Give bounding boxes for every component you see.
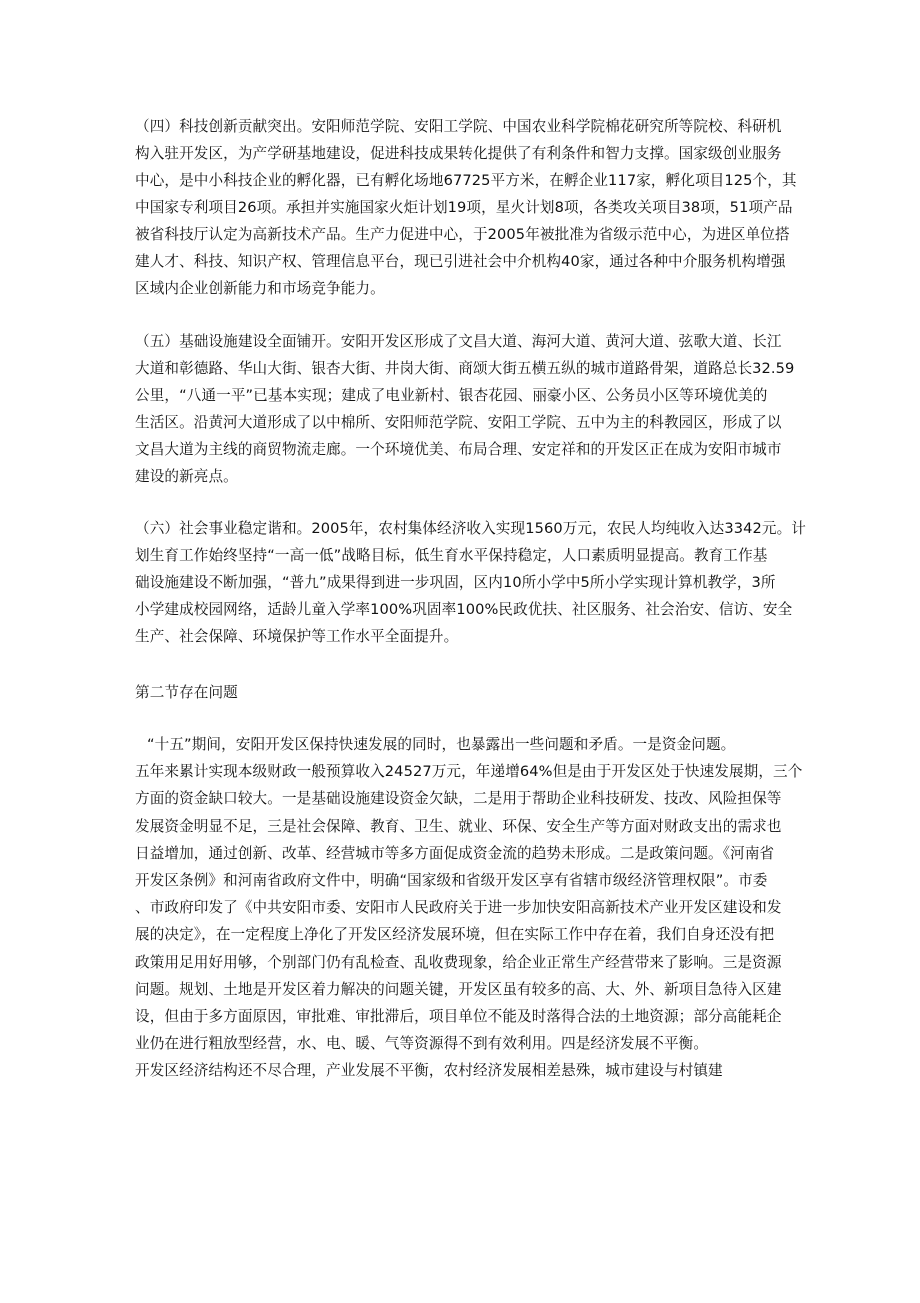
text-line: 构入驻开发区，为产学研基地建设，促进科技成果转化提供了有利条件和智力支撑。国家级创业服务 [135, 145, 782, 162]
text-line: 五年来累计实现本级财政一般预算收入24527万元，年递增64%但是由于开发区处于快速发展期，三个 [135, 763, 803, 781]
text-line: 生产、社会保障、环境保护等工作水平全面提升。 [135, 628, 459, 645]
text-line: 划生育工作始终坚持“一高一低”战略目标，低生育水平保持稳定，人口素质明显提高。教育工作基 [135, 547, 768, 564]
text-line: 展的决定》，在一定程度上净化了开发区经济发展环境，但在实际工作中存在着，我们自身还没有把 [135, 926, 775, 944]
text-line: 中心，是中小科技企业的孵化器，已有孵化场地67725平方米，在孵企业117家，孵化项目125个，其 [135, 172, 797, 189]
paragraph-infrastructure [135, 328, 795, 490]
text-line: 设，但由于多方面原因，审批难、审批滞后，项目单位不能及时落得合法的土地资源；部分高能耗企 [135, 1008, 782, 1026]
text-line: 大道和彰德路、华山大街、银杏大街、井岗大街、商颂大街五横五纵的城市道路骨架，道路总长32.59 [135, 360, 795, 377]
text-line: 问题。规划、土地是开发区着力解决的问题关键，开发区虽有较多的高、大、外、新项目急待入区建 [135, 980, 782, 998]
text-line: 文昌大道为主线的商贸物流走廊。一个环境优美、布局合理、安定祥和的开发区正在成为安阳市城市 [135, 441, 782, 458]
section-title: 第二节存在问题 [135, 684, 238, 701]
text-line: 、市政府印发了《中共安阳市委、安阳市人民政府关于进一步加快安阳高新技术产业开发区建设和发 [135, 899, 782, 917]
text-line: 开发区条例》和河南省政府文件中，明确“国家级和省级开发区享有省辖市级经济管理权限”。市委 [135, 872, 768, 890]
text-line: 政策用足用好用够，个别部门仍有乱检查、乱收费现象，给企业正常生产经营带来了影响。三是资源 [135, 953, 782, 971]
text-line: 被省科技厅认定为高新技术产品。生产力促进中心，于2005年被批准为省级示范中心，为进区单位搭 [135, 226, 790, 243]
paragraph-science-innovation [135, 113, 797, 302]
section-heading [135, 679, 785, 706]
text-line: （四）科技创新贡献突出。安阳师范学院、安阳工学院、中国农业科学院棉花研究所等院校、科研机 [135, 118, 782, 135]
text-line: 方面的资金缺口较大。一是基础设施建设资金欠缺，二是用于帮助企业科技研发、技改、风险担保等 [135, 790, 782, 808]
text-line: 日益增加，通过创新、改革、经营城市等多方面促成资金流的趋势未形成。二是政策问题。《河南省 [135, 844, 775, 862]
text-line: 业仍在进行粗放型经营，水、电、暖、气等资源得不到有效利用。四是经济发展不平衡。 [135, 1035, 709, 1053]
text-line: 公里，“八通一平”已基本实现；建成了电业新村、银杏花园、丽豪小区、公务员小区等环境优美的 [135, 387, 768, 404]
text-line: 建设的新亮点。 [135, 468, 238, 485]
text-line: 开发区经济结构还不尽合理，产业发展不平衡，农村经济发展相差悬殊，城市建设与村镇建 [135, 1062, 723, 1080]
text-line: 区域内企业创新能力和市场竞争能力。 [135, 280, 385, 297]
paragraph-social-affairs [135, 515, 806, 650]
text-line: 础设施建设不断加强，“普九”成果得到进一步巩固，区内10所小学中5所小学实现计算机教学，3所 [135, 574, 776, 591]
text-line: 建人才、科技、知识产权、管理信息平台，现已引进社会中介机构40家，通过各种中介服务机构增强 [135, 253, 786, 270]
paragraph-problems [135, 731, 803, 1085]
text-line: 发展资金明显不足，三是社会保障、教育、卫生、就业、环保、安全生产等方面对财政支出的需求也 [135, 817, 782, 835]
text-line: （五）基础设施建设全面铺开。安阳开发区形成了文昌大道、海河大道、黄河大道、弦歌大道、长江 [135, 333, 782, 350]
text-line: （六）社会事业稳定谐和。2005年，农村集体经济收入实现1560万元，农民人均纯收入达3342元。计 [135, 520, 806, 537]
text-line: 生活区。沿黄河大道形成了以中棉所、安阳师范学院、安阳工学院、五中为主的科教园区，形成了以 [135, 414, 782, 431]
text-line: “十五”期间，安阳开发区保持快速发展的同时，也暴露出一些问题和矛盾。一是资金问题。 [147, 736, 736, 753]
text-line: 中国家专利项目26项。承担并实施国家火炬计划19项，星火计划8项，各类攻关项目38项，51项产品 [135, 199, 793, 216]
text-line: 小学建成校园网络，适龄儿童入学率100%巩固率100%民政优扶、社区服务、社会治安、信访、安全 [135, 601, 793, 618]
